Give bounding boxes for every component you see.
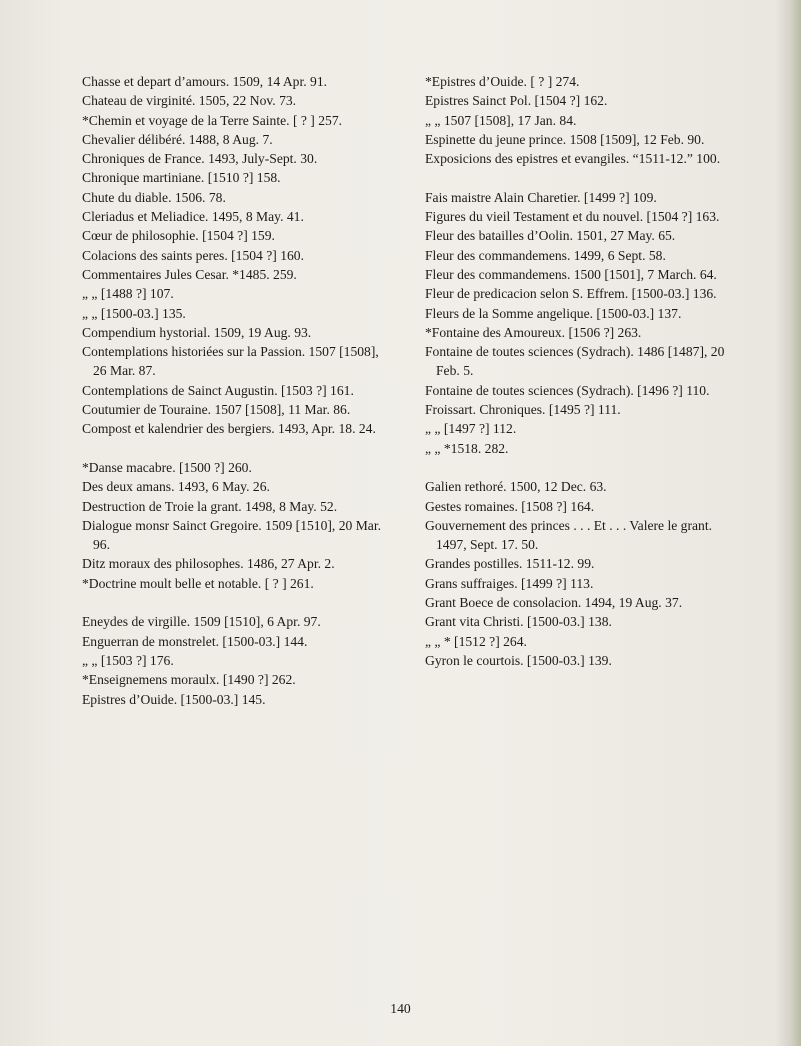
index-entry: Grant vita Christi. [1500-03.] 138. (425, 614, 612, 630)
index-entry: „ „ [1497 ?] 112. (425, 421, 517, 437)
index-entry: Chroniques de France. 1493, July-Sept. 30. (82, 151, 318, 167)
index-entry: „ „ *1518. 282. (425, 440, 509, 456)
left-index-column (82, 72, 392, 709)
index-entry: Fleurs de la Somme angelique. [1500-03.] 137. (425, 305, 682, 321)
index-entry: Exposicions des epistres et evangiles. “1511-12.” 100. (425, 151, 721, 167)
index-entry: Fleur de predicacion selon S. Effrem. [1500-03.] 136. (425, 286, 717, 302)
index-entry: Coutumier de Touraine. 1507 [1508], 11 Mar. 86. (82, 402, 351, 418)
index-entry: Chute du diable. 1506. 78. (82, 189, 226, 205)
index-entry: Commentaires Jules Cesar. *1485. 259. (82, 266, 297, 282)
index-entry: Ditz moraux des philosophes. 1486, 27 Apr. 2. (82, 556, 335, 572)
index-entry: Epistres Sainct Pol. [1504 ?] 162. (425, 93, 608, 109)
index-entry: Espinette du jeune prince. 1508 [1509], 12 Feb. 90. (425, 131, 705, 147)
index-entry: *Fontaine des Amoureux. [1506 ?] 263. (425, 324, 642, 340)
index-entry: Destruction de Troie la grant. 1498, 8 May. 52. (82, 498, 338, 514)
index-entry: Cœur de philosophie. [1504 ?] 159. (82, 228, 275, 244)
index-entry: Fais maistre Alain Charetier. [1499 ?] 109. (425, 189, 657, 205)
index-entry: Fleur des commandemens. 1500 [1501], 7 March. 64. (425, 266, 717, 282)
section-gap (82, 593, 392, 612)
index-entry: Contemplations historiées sur la Passion. 1507 [1508], 26 Mar. 87. (82, 344, 379, 379)
section-gap (425, 168, 740, 187)
index-entry: Compendium hystorial. 1509, 19 Aug. 93. (82, 324, 312, 340)
section-gap (425, 458, 740, 477)
index-entry: Eneydes de virgille. 1509 [1510], 6 Apr. 97. (82, 614, 321, 630)
index-entry: Froissart. Chroniques. [1495 ?] 111. (425, 402, 621, 418)
section-gap (82, 439, 392, 458)
index-entry: Chasse et depart d’amours. 1509, 14 Apr. 91. (82, 74, 328, 89)
index-entry: Epistres d’Ouide. [1500-03.] 145. (82, 691, 266, 707)
index-entry: Figures du vieil Testament et du nouvel. [1504 ?] 163. (425, 209, 720, 225)
index-entry: „ „ 1507 [1508], 17 Jan. 84. (425, 112, 577, 128)
index-entry: Colacions des saints peres. [1504 ?] 160. (82, 247, 304, 263)
page-edge-shadow (775, 0, 801, 1046)
index-entry: Fontaine de toutes sciences (Sydrach). [1496 ?] 110. (425, 382, 710, 398)
page-number: 140 (390, 1001, 411, 1016)
index-entry: Contemplations de Sainct Augustin. [1503 ?] 161. (82, 382, 354, 398)
index-entry: Grandes postilles. 1511-12. 99. (425, 556, 595, 572)
index-entry: „ „ [1500-03.] 135. (82, 305, 186, 321)
index-entry: „ „ * [1512 ?] 264. (425, 633, 527, 649)
index-entry: Chevalier délibéré. 1488, 8 Aug. 7. (82, 131, 273, 147)
index-entry: Gestes romaines. [1508 ?] 164. (425, 498, 595, 514)
index-entry: Galien rethoré. 1500, 12 Dec. 63. (425, 479, 607, 495)
index-entry: „ „ [1488 ?] 107. (82, 286, 174, 302)
index-entry: Dialogue monsr Sainct Gregoire. 1509 [1510], 20 Mar. 96. (82, 517, 382, 553)
index-entry: Des deux amans. 1493, 6 May. 26. (82, 479, 270, 495)
index-entry: Compost et kalendrier des bergiers. 1493, Apr. 18. 24. (82, 421, 376, 437)
index-entry: *Danse macabre. [1500 ?] 260. (82, 459, 252, 475)
index-entry: Fleur des commandemens. 1499, 6 Sept. 58. (425, 247, 666, 263)
index-entry: Cleriadus et Meliadice. 1495, 8 May. 41. (82, 209, 304, 225)
index-entry: Fleur des batailles d’Oolin. 1501, 27 May. 65. (425, 228, 676, 244)
index-entry: *Doctrine moult belle et notable. [ ? ] 261. (82, 575, 314, 591)
index-entry: Chronique martiniane. [1510 ?] 158. (82, 170, 281, 186)
index-entry: Gyron le courtois. [1500-03.] 139. (425, 652, 612, 668)
index-entry: Enguerran de monstrelet. [1500-03.] 144. (82, 633, 308, 649)
index-entry: Chateau de virginité. 1505, 22 Nov. 73. (82, 93, 297, 109)
index-entry: Grant Boece de consolacion. 1494, 19 Aug. 37. (425, 595, 683, 611)
index-entry: *Epistres d’Ouide. [ ? ] 274. (425, 74, 580, 89)
index-entry: Fontaine de toutes sciences (Sydrach). 1486 [1487], 20 Feb. 5. (425, 344, 725, 379)
index-entry: „ „ [1503 ?] 176. (82, 652, 174, 668)
index-entry: *Chemin et voyage de la Terre Sainte. [ ? ] 257. (82, 112, 343, 128)
index-entry: *Enseignemens moraulx. [1490 ?] 262. (82, 672, 296, 688)
right-index-column (425, 72, 740, 670)
index-entry: Gouvernement des princes . . . Et . . . Valere le grant. 1497, Sept. 17. 50. (425, 517, 713, 553)
index-entry: Grans suffraiges. [1499 ?] 113. (425, 575, 594, 591)
